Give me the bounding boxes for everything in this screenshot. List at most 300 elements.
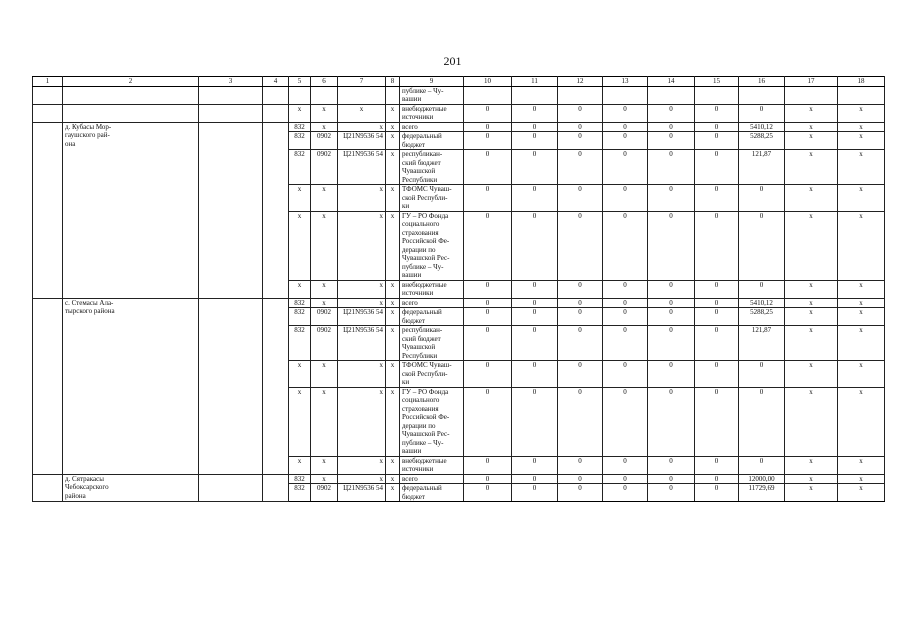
code-cell: x bbox=[386, 361, 400, 388]
code-cell: 0902 bbox=[311, 484, 338, 502]
value-cell: x bbox=[838, 104, 885, 122]
source-cell-line: ский бюджет bbox=[402, 334, 441, 343]
code-cell: x bbox=[386, 474, 400, 484]
value-cell: 0 bbox=[695, 132, 739, 150]
value-cell bbox=[558, 86, 603, 104]
source-cell-line: дерации по bbox=[402, 421, 436, 430]
code-cell: x bbox=[311, 361, 338, 388]
value-cell: 0 bbox=[695, 298, 739, 308]
header-col-5: 5 bbox=[289, 77, 311, 87]
source-cell bbox=[400, 308, 464, 326]
source-cell bbox=[400, 150, 464, 185]
value-cell: 0 bbox=[558, 474, 603, 484]
col-1-cell bbox=[33, 104, 63, 122]
code-cell: 0902 bbox=[311, 326, 338, 361]
table-row bbox=[33, 104, 885, 122]
value-cell: x bbox=[785, 185, 838, 212]
value-cell: 0 bbox=[603, 456, 648, 474]
code-cell: x bbox=[289, 185, 311, 212]
value-cell: 0 bbox=[464, 185, 512, 212]
source-cell bbox=[400, 484, 464, 502]
col-3-cell bbox=[199, 474, 263, 502]
code-cell: x bbox=[386, 211, 400, 280]
value-cell: 0 bbox=[603, 298, 648, 308]
value-cell: 0 bbox=[464, 150, 512, 185]
code-cell: 832 bbox=[289, 132, 311, 150]
code-cell: x bbox=[311, 456, 338, 474]
value-cell: 0 bbox=[558, 456, 603, 474]
source-cell-line: публике – Чу- bbox=[402, 438, 444, 447]
code-cell: x bbox=[338, 298, 386, 308]
header-col-17: 17 bbox=[785, 77, 838, 87]
page-number: 201 bbox=[443, 54, 462, 68]
settlement-cell-line: д. Кубасы Мор- bbox=[65, 122, 112, 131]
source-cell bbox=[400, 104, 464, 122]
code-cell: Ц21N9536 54 bbox=[338, 326, 386, 361]
value-cell: 5410,12 bbox=[739, 122, 785, 132]
value-cell: 5288,25 bbox=[739, 132, 785, 150]
value-cell: x bbox=[838, 122, 885, 132]
settlement-cell-line: района bbox=[65, 491, 86, 500]
table-row bbox=[33, 122, 885, 132]
value-cell: 0 bbox=[512, 456, 558, 474]
source-cell-line: публике – Чу- bbox=[402, 262, 444, 271]
value-cell: 0 bbox=[739, 185, 785, 212]
source-cell-line: бюджет bbox=[402, 140, 425, 149]
header-col-3: 3 bbox=[199, 77, 263, 87]
value-cell: 0 bbox=[695, 484, 739, 502]
settlement-cell bbox=[63, 298, 199, 474]
value-cell: 121,87 bbox=[739, 150, 785, 185]
col-3-cell bbox=[199, 86, 263, 104]
col-3-cell bbox=[199, 298, 263, 474]
code-cell: Ц21N9536 54 bbox=[338, 150, 386, 185]
value-cell: 0 bbox=[648, 185, 695, 212]
code-cell: x bbox=[386, 280, 400, 298]
value-cell: 0 bbox=[512, 150, 558, 185]
value-cell: 0 bbox=[512, 361, 558, 388]
value-cell: 0 bbox=[695, 387, 739, 456]
value-cell: 0 bbox=[695, 308, 739, 326]
source-cell bbox=[400, 387, 464, 456]
value-cell: 0 bbox=[512, 474, 558, 484]
source-cell bbox=[400, 185, 464, 212]
value-cell: 5288,25 bbox=[739, 308, 785, 326]
code-cell: x bbox=[289, 361, 311, 388]
value-cell: 0 bbox=[512, 484, 558, 502]
value-cell: 0 bbox=[558, 361, 603, 388]
value-cell: 0 bbox=[648, 456, 695, 474]
value-cell: 0 bbox=[739, 211, 785, 280]
value-cell: 0 bbox=[695, 104, 739, 122]
code-cell: 832 bbox=[289, 150, 311, 185]
source-cell-line: внебюджетные bbox=[402, 280, 447, 289]
value-cell: 0 bbox=[603, 474, 648, 484]
source-cell-line: ский бюджет bbox=[402, 158, 441, 167]
value-cell: 0 bbox=[603, 122, 648, 132]
value-cell: 0 bbox=[739, 104, 785, 122]
code-cell: x bbox=[386, 132, 400, 150]
value-cell: 0 bbox=[464, 456, 512, 474]
col-1-cell bbox=[33, 86, 63, 104]
value-cell: 0 bbox=[558, 122, 603, 132]
value-cell: 121,87 bbox=[739, 326, 785, 361]
code-cell: x bbox=[311, 298, 338, 308]
value-cell: 0 bbox=[739, 280, 785, 298]
value-cell: 0 bbox=[603, 326, 648, 361]
source-cell-line: источники bbox=[402, 113, 434, 121]
value-cell: 0 bbox=[558, 326, 603, 361]
col-3-cell bbox=[199, 104, 263, 122]
col-1-cell bbox=[33, 298, 63, 474]
value-cell: 0 bbox=[695, 185, 739, 212]
code-cell: 832 bbox=[289, 298, 311, 308]
value-cell: x bbox=[785, 361, 838, 388]
code-cell: 0902 bbox=[311, 132, 338, 150]
header-col-6: 6 bbox=[311, 77, 338, 87]
code-cell: x bbox=[311, 280, 338, 298]
value-cell: 0 bbox=[512, 122, 558, 132]
value-cell: 0 bbox=[648, 104, 695, 122]
source-cell-line: федеральный bbox=[402, 484, 442, 492]
value-cell: 0 bbox=[603, 308, 648, 326]
code-cell: x bbox=[338, 211, 386, 280]
source-cell-line: социального bbox=[402, 220, 440, 228]
code-cell bbox=[386, 86, 400, 104]
source-cell-line: вашии bbox=[402, 447, 422, 455]
value-cell: 0 bbox=[512, 280, 558, 298]
source-cell bbox=[400, 280, 464, 298]
header-col-4: 4 bbox=[263, 77, 289, 87]
value-cell: 0 bbox=[739, 361, 785, 388]
value-cell: 0 bbox=[464, 122, 512, 132]
code-cell: x bbox=[386, 387, 400, 456]
code-cell: x bbox=[289, 211, 311, 280]
value-cell bbox=[512, 86, 558, 104]
code-cell: 832 bbox=[289, 308, 311, 326]
value-cell: 0 bbox=[695, 211, 739, 280]
header-row bbox=[33, 77, 885, 87]
value-cell: x bbox=[838, 132, 885, 150]
value-cell: 0 bbox=[648, 361, 695, 388]
header-col-8: 8 bbox=[386, 77, 400, 87]
value-cell: x bbox=[838, 211, 885, 280]
source-cell-line: бюджет bbox=[402, 492, 425, 501]
code-cell: x bbox=[386, 150, 400, 185]
source-cell bbox=[400, 456, 464, 474]
budget-table bbox=[32, 76, 885, 502]
col-4-cell bbox=[263, 104, 289, 122]
value-cell: 0 bbox=[464, 280, 512, 298]
value-cell: x bbox=[785, 474, 838, 484]
settlement-cell bbox=[63, 86, 199, 104]
code-cell: x bbox=[386, 298, 400, 308]
code-cell: x bbox=[289, 387, 311, 456]
value-cell bbox=[695, 86, 739, 104]
value-cell bbox=[648, 86, 695, 104]
value-cell: 0 bbox=[558, 484, 603, 502]
value-cell: 0 bbox=[558, 211, 603, 280]
value-cell: 0 bbox=[739, 456, 785, 474]
source-cell-line: всего bbox=[402, 122, 418, 131]
value-cell: 0 bbox=[464, 326, 512, 361]
table-body bbox=[33, 86, 885, 502]
value-cell: x bbox=[838, 298, 885, 308]
code-cell bbox=[289, 86, 311, 104]
value-cell: 0 bbox=[648, 474, 695, 484]
value-cell: 12000,00 bbox=[739, 474, 785, 484]
value-cell: 0 bbox=[648, 298, 695, 308]
col-4-cell bbox=[263, 122, 289, 298]
value-cell: 0 bbox=[648, 150, 695, 185]
header-col-16: 16 bbox=[739, 77, 785, 87]
header-col-12: 12 bbox=[558, 77, 603, 87]
value-cell: x bbox=[838, 308, 885, 326]
code-cell: Ц21N9536 54 bbox=[338, 132, 386, 150]
settlement-cell-line: гаушского рай- bbox=[65, 131, 110, 139]
value-cell: 0 bbox=[695, 122, 739, 132]
header-col-11: 11 bbox=[512, 77, 558, 87]
value-cell: 0 bbox=[603, 185, 648, 212]
code-cell: x bbox=[289, 104, 311, 122]
value-cell: 0 bbox=[512, 211, 558, 280]
code-cell: x bbox=[338, 456, 386, 474]
value-cell: 0 bbox=[464, 474, 512, 484]
value-cell: 0 bbox=[558, 298, 603, 308]
code-cell bbox=[338, 86, 386, 104]
value-cell: 0 bbox=[512, 132, 558, 150]
value-cell: 0 bbox=[648, 387, 695, 456]
value-cell: 0 bbox=[464, 308, 512, 326]
source-cell-line: Республики bbox=[402, 175, 438, 184]
value-cell: 0 bbox=[695, 326, 739, 361]
value-cell bbox=[464, 86, 512, 104]
value-cell: x bbox=[785, 150, 838, 185]
value-cell: 0 bbox=[695, 150, 739, 185]
value-cell: 0 bbox=[464, 387, 512, 456]
value-cell: 5410,12 bbox=[739, 298, 785, 308]
code-cell: 832 bbox=[289, 326, 311, 361]
source-cell-line: социального bbox=[402, 396, 440, 404]
source-cell-line: Чувашской Рес- bbox=[402, 430, 450, 438]
value-cell: 0 bbox=[464, 484, 512, 502]
source-cell-line: вашии bbox=[402, 95, 422, 103]
code-cell: 832 bbox=[289, 122, 311, 132]
value-cell: 0 bbox=[512, 308, 558, 326]
source-cell bbox=[400, 122, 464, 132]
header-col-2: 2 bbox=[63, 77, 199, 87]
code-cell: x bbox=[311, 211, 338, 280]
value-cell: 0 bbox=[464, 132, 512, 150]
value-cell: x bbox=[785, 132, 838, 150]
code-cell: 0902 bbox=[311, 150, 338, 185]
value-cell bbox=[739, 86, 785, 104]
source-cell-line: публике – Чу- bbox=[402, 86, 444, 95]
source-cell-line: Российской Фе- bbox=[402, 237, 450, 245]
table-row bbox=[33, 86, 885, 104]
value-cell: 11729,69 bbox=[739, 484, 785, 502]
source-cell-line: источники bbox=[402, 289, 434, 297]
value-cell: 0 bbox=[558, 150, 603, 185]
source-cell bbox=[400, 211, 464, 280]
source-cell-line: ГУ – РО Фонда bbox=[402, 211, 449, 220]
value-cell: 0 bbox=[603, 484, 648, 502]
source-cell-line: Российской Фе- bbox=[402, 413, 450, 421]
value-cell: x bbox=[838, 474, 885, 484]
value-cell: 0 bbox=[512, 104, 558, 122]
header-col-7: 7 bbox=[338, 77, 386, 87]
settlement-cell-line: Чебоксарского bbox=[65, 483, 109, 491]
source-cell-line: всего bbox=[402, 474, 418, 483]
code-cell: x bbox=[386, 122, 400, 132]
source-cell bbox=[400, 298, 464, 308]
code-cell: x bbox=[289, 456, 311, 474]
source-cell-line: ТФОМС Чуваш- bbox=[402, 361, 452, 369]
code-cell: 832 bbox=[289, 484, 311, 502]
value-cell: x bbox=[785, 326, 838, 361]
value-cell: 0 bbox=[739, 387, 785, 456]
source-cell-line: внебюджетные bbox=[402, 104, 447, 113]
source-cell-line: ской Республи- bbox=[402, 369, 448, 378]
source-cell-line: ки bbox=[402, 378, 410, 386]
value-cell: 0 bbox=[464, 104, 512, 122]
value-cell bbox=[603, 86, 648, 104]
header-col-15: 15 bbox=[695, 77, 739, 87]
source-cell bbox=[400, 326, 464, 361]
value-cell: 0 bbox=[464, 361, 512, 388]
value-cell: 0 bbox=[648, 280, 695, 298]
value-cell: 0 bbox=[558, 104, 603, 122]
value-cell: 0 bbox=[603, 280, 648, 298]
code-cell: x bbox=[386, 308, 400, 326]
source-cell-line: ской Республи- bbox=[402, 193, 448, 202]
value-cell: 0 bbox=[512, 185, 558, 212]
value-cell: 0 bbox=[464, 298, 512, 308]
value-cell: 0 bbox=[603, 211, 648, 280]
header-col-1: 1 bbox=[33, 77, 63, 87]
value-cell: x bbox=[838, 185, 885, 212]
col-4-cell bbox=[263, 86, 289, 104]
col-1-cell bbox=[33, 474, 63, 502]
source-cell-line: Чувашской Рес- bbox=[402, 254, 450, 262]
code-cell: x bbox=[338, 474, 386, 484]
col-4-cell bbox=[263, 298, 289, 474]
col-3-cell bbox=[199, 122, 263, 298]
settlement-cell-line: д. Сятракасы bbox=[65, 474, 104, 483]
code-cell: x bbox=[386, 456, 400, 474]
table-row bbox=[33, 474, 885, 484]
value-cell: 0 bbox=[695, 280, 739, 298]
settlement-cell bbox=[63, 474, 199, 502]
value-cell: 0 bbox=[558, 185, 603, 212]
value-cell: x bbox=[785, 484, 838, 502]
source-cell bbox=[400, 132, 464, 150]
header-col-10: 10 bbox=[464, 77, 512, 87]
code-cell: x bbox=[311, 104, 338, 122]
col-1-cell bbox=[33, 122, 63, 298]
value-cell: x bbox=[785, 308, 838, 326]
value-cell: 0 bbox=[695, 361, 739, 388]
code-cell: x bbox=[338, 104, 386, 122]
settlement-cell bbox=[63, 104, 199, 122]
header-col-9: 9 bbox=[400, 77, 464, 87]
source-cell-line: страхования bbox=[402, 404, 439, 413]
code-cell: Ц21N9536 54 bbox=[338, 308, 386, 326]
value-cell: x bbox=[785, 298, 838, 308]
source-cell bbox=[400, 474, 464, 484]
value-cell: x bbox=[785, 211, 838, 280]
code-cell: Ц21N9536 54 bbox=[338, 484, 386, 502]
value-cell: 0 bbox=[648, 308, 695, 326]
code-cell: 0902 bbox=[311, 308, 338, 326]
value-cell: x bbox=[838, 484, 885, 502]
value-cell: 0 bbox=[603, 104, 648, 122]
source-cell-line: вашии bbox=[402, 271, 422, 279]
value-cell: x bbox=[785, 387, 838, 456]
table-header bbox=[33, 77, 885, 87]
source-cell-line: федеральный bbox=[402, 308, 442, 316]
code-cell: x bbox=[311, 474, 338, 484]
source-cell-line: всего bbox=[402, 298, 418, 307]
value-cell: 0 bbox=[648, 122, 695, 132]
settlement-cell bbox=[63, 122, 199, 298]
source-cell bbox=[400, 361, 464, 388]
value-cell: 0 bbox=[603, 150, 648, 185]
code-cell: x bbox=[338, 185, 386, 212]
source-cell-line: бюджет bbox=[402, 316, 425, 325]
value-cell: 0 bbox=[648, 484, 695, 502]
value-cell: x bbox=[785, 122, 838, 132]
code-cell: x bbox=[289, 280, 311, 298]
value-cell: 0 bbox=[558, 308, 603, 326]
value-cell: 0 bbox=[603, 361, 648, 388]
source-cell-line: Чувашской bbox=[402, 343, 436, 351]
source-cell-line: внебюджетные bbox=[402, 456, 447, 465]
code-cell: x bbox=[386, 185, 400, 212]
header-col-13: 13 bbox=[603, 77, 648, 87]
table-row bbox=[33, 298, 885, 308]
value-cell: 0 bbox=[648, 211, 695, 280]
source-cell-line: федеральный bbox=[402, 132, 442, 140]
value-cell: x bbox=[838, 280, 885, 298]
value-cell: 0 bbox=[648, 132, 695, 150]
settlement-cell-line: тырского района bbox=[65, 307, 115, 315]
source-cell-line: страхования bbox=[402, 228, 439, 237]
header-col-14: 14 bbox=[648, 77, 695, 87]
value-cell: 0 bbox=[603, 132, 648, 150]
value-cell: 0 bbox=[558, 280, 603, 298]
settlement-cell-line: она bbox=[65, 139, 76, 148]
code-cell: x bbox=[338, 280, 386, 298]
source-cell-line: республикан- bbox=[402, 326, 443, 334]
source-cell-line: республикан- bbox=[402, 150, 443, 158]
value-cell: 0 bbox=[558, 132, 603, 150]
value-cell: 0 bbox=[512, 298, 558, 308]
code-cell: x bbox=[311, 185, 338, 212]
source-cell-line: ки bbox=[402, 202, 410, 210]
value-cell: x bbox=[838, 361, 885, 388]
code-cell: x bbox=[386, 326, 400, 361]
value-cell: x bbox=[838, 326, 885, 361]
value-cell: 0 bbox=[603, 387, 648, 456]
value-cell: x bbox=[785, 456, 838, 474]
value-cell: 0 bbox=[512, 326, 558, 361]
value-cell bbox=[838, 86, 885, 104]
code-cell: 832 bbox=[289, 474, 311, 484]
source-cell bbox=[400, 86, 464, 104]
value-cell: x bbox=[785, 280, 838, 298]
source-cell-line: Республики bbox=[402, 351, 438, 360]
